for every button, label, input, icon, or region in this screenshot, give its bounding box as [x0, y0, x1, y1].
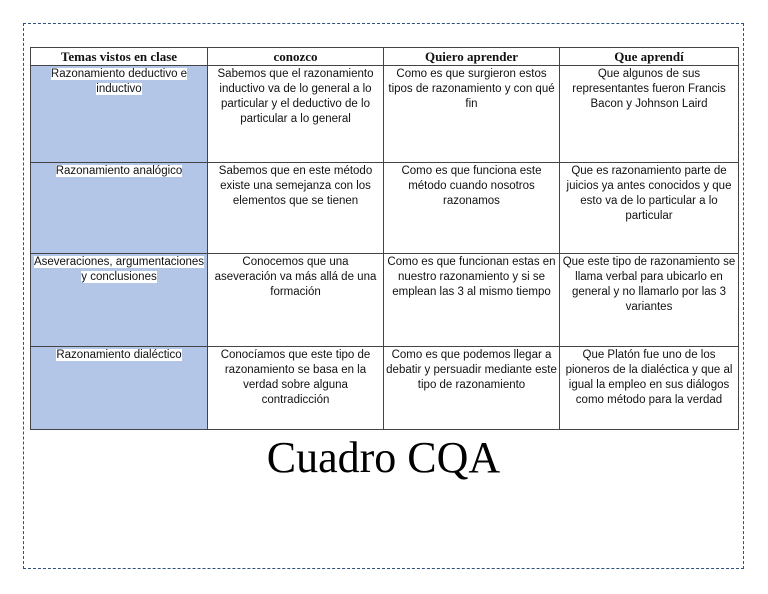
aprendi-cell: Que Platón fue uno de los pioneros de la dialéctica y que al igual la empleo en sus diálogos como método para la verdad: [560, 347, 739, 430]
quiero-cell: Como es que podemos llegar a debatir y persuadir mediante este tipo de razonamiento: [384, 347, 560, 430]
topic-label: Razonamiento dialéctico: [56, 349, 182, 361]
quiero-cell: Como es que funcionan estas en nuestro razonamiento y si se emplean las 3 al mismo tiempo: [384, 254, 560, 347]
table-row: [31, 254, 739, 347]
cqa-table: [30, 47, 739, 430]
table-header-row: [31, 48, 739, 66]
header-conozco: conozco: [208, 48, 384, 66]
conozco-cell: Conocemos que una aseveración va más allá de una formación: [208, 254, 384, 347]
header-temas: Temas vistos en clase: [31, 48, 208, 66]
table-row: [31, 163, 739, 254]
topic-cell: [31, 254, 208, 347]
conozco-cell: Sabemos que en este método existe una semejanza con los elementos que se tienen: [208, 163, 384, 254]
topic-label: Razonamiento deductivo e inductivo: [50, 68, 188, 95]
topic-cell: [31, 347, 208, 430]
caption-title: Cuadro CQA: [266, 433, 501, 482]
topic-label: Razonamiento analógico: [55, 165, 183, 177]
table-row: [31, 347, 739, 430]
aprendi-cell: Que es razonamiento parte de juicios ya antes conocidos y que esto va de lo particular a lo particular: [560, 163, 739, 254]
topic-cell: [31, 66, 208, 163]
header-quiero-aprender: Quiero aprender: [384, 48, 560, 66]
header-que-aprendi: Que aprendí: [560, 48, 739, 66]
topic-label: Aseveraciones, argumentaciones y conclusiones: [33, 256, 205, 283]
table-row: [31, 66, 739, 163]
conozco-cell: Conocíamos que este tipo de razonamiento se basa en la verdad sobre alguna contradicción: [208, 347, 384, 430]
aprendi-cell: Que este tipo de razonamiento se llama verbal para ubicarlo en general y no llamarlo por las 3 variantes: [560, 254, 739, 347]
quiero-cell: Como es que funciona este método cuando nosotros razonamos: [384, 163, 560, 254]
quiero-cell: Como es que surgieron estos tipos de razonamiento y con qué fin: [384, 66, 560, 163]
topic-cell: [31, 163, 208, 254]
aprendi-cell: Que algunos de sus representantes fueron Francis Bacon y Johnson Laird: [560, 66, 739, 163]
conozco-cell: Sabemos que el razonamiento inductivo va de lo general a lo particular y el deductivo de lo particular a lo general: [208, 66, 384, 163]
